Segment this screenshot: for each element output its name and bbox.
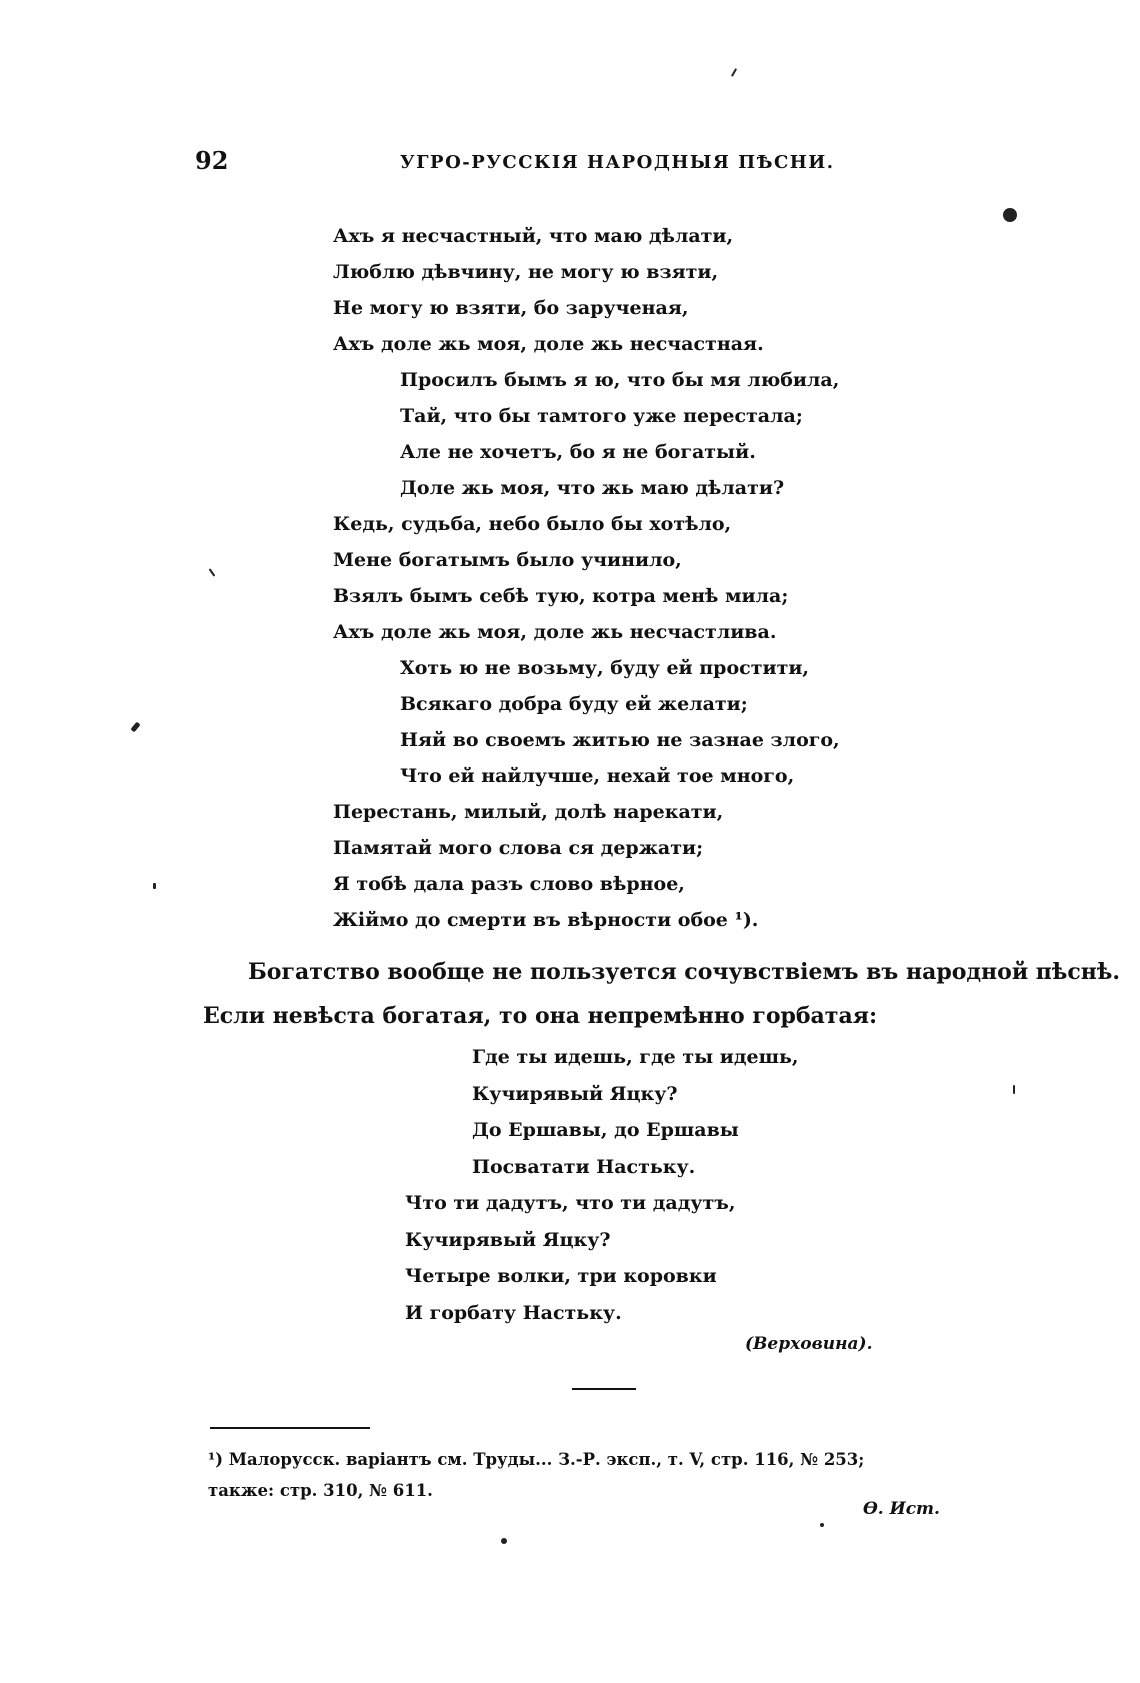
verse-line: Мене богатымъ было учинило, [333, 549, 682, 571]
footnote-line: ¹) Малорусск. варіантъ см. Труды... З.-Р. эксп., т. V, стр. 116, № 253; [208, 1450, 865, 1469]
running-title: УГРО-РУССКІЯ НАРОДНЫЯ ПѢСНИ. [400, 152, 835, 173]
scan-speck [209, 568, 216, 577]
verse-line: Ахъ доле жь моя, доле жь несчастная. [333, 333, 764, 355]
verse-line: Где ты идешь, где ты идешь, [472, 1046, 799, 1068]
verse-line: Люблю дѣвчину, не могу ю взяти, [333, 261, 719, 283]
scan-speck [153, 883, 156, 889]
verse-line: Кедь, судьба, небо было бы хотѣло, [333, 513, 732, 535]
verse-line: Не могу ю взяти, бо зарученая, [333, 297, 689, 319]
scan-speck [130, 722, 140, 733]
verse-line: Просилъ бымъ я ю, что бы мя любила, [400, 369, 840, 391]
prose-line: Богатство вообще не пользуется сочувствіемъ въ народной пѣснѣ. [248, 959, 1120, 985]
page-number: 92 [195, 146, 229, 175]
prose-line: Если невѣста богатая, то она непремѣнно горбатая: [203, 1003, 878, 1029]
scan-speck [1003, 208, 1017, 222]
verse-line: Памятай мого слова ся держати; [333, 837, 704, 859]
verse-line: Посватати Настьку. [472, 1155, 696, 1178]
verse-line: Четыре волки, три коровки [405, 1265, 717, 1287]
verse-line: И горбату Настьку. [405, 1301, 622, 1324]
footnote [208, 1444, 1018, 1506]
verse-line: Жіймо до смерти въ вѣрности обое ¹). [333, 909, 759, 931]
verse-line: Але не хочетъ, бо я не богатый. [400, 441, 756, 463]
verse-line: До Ершавы, до Ершавы [472, 1119, 739, 1141]
verse-line: Кучирявый Яцку? [472, 1082, 678, 1105]
verse-line: Тай, что бы тамтого уже перестала; [400, 405, 803, 427]
scan-speck [501, 1538, 507, 1544]
verse-line: Ахъ я несчастный, что маю дѣлати, [333, 225, 734, 247]
verse-line: Что ей найлучше, нехай тое много, [400, 765, 795, 787]
scan-speck [1013, 1085, 1015, 1094]
scan-speck [820, 1523, 824, 1527]
verse-line: Я тобѣ дала разъ слово вѣрное, [333, 873, 685, 895]
prose-paragraph [203, 950, 1120, 1038]
song-source: (Верховина). [745, 1334, 873, 1354]
footnote-signature: Ѳ. Ист. [863, 1499, 940, 1519]
verse-line: Ахъ доле жь моя, доле жь несчастлива. [333, 621, 777, 643]
verse-line: Доле жь моя, что жь маю дѣлати? [400, 477, 785, 499]
scan-speck [731, 68, 737, 77]
footnote-rule [210, 1427, 370, 1429]
verse-line: Хоть ю не возьму, буду ей простити, [400, 657, 810, 679]
song-2-verse [405, 1039, 799, 1331]
verse-line: Взялъ бымъ себѣ тую, котра менѣ мила; [333, 585, 789, 607]
verse-line: Что ти дадутъ, что ти дадутъ, [405, 1192, 736, 1214]
section-divider [572, 1388, 636, 1390]
verse-line: Перестань, милый, долѣ нарекати, [333, 801, 724, 823]
footnote-line: также: стр. 310, № 611. [208, 1481, 433, 1500]
verse-line: Няй во своемъ житью не зазнае злого, [400, 729, 840, 751]
verse-line: Всякаго добра буду ей желати; [400, 693, 748, 715]
song-1-verse [333, 218, 840, 938]
verse-line: Кучирявый Яцку? [405, 1228, 611, 1251]
